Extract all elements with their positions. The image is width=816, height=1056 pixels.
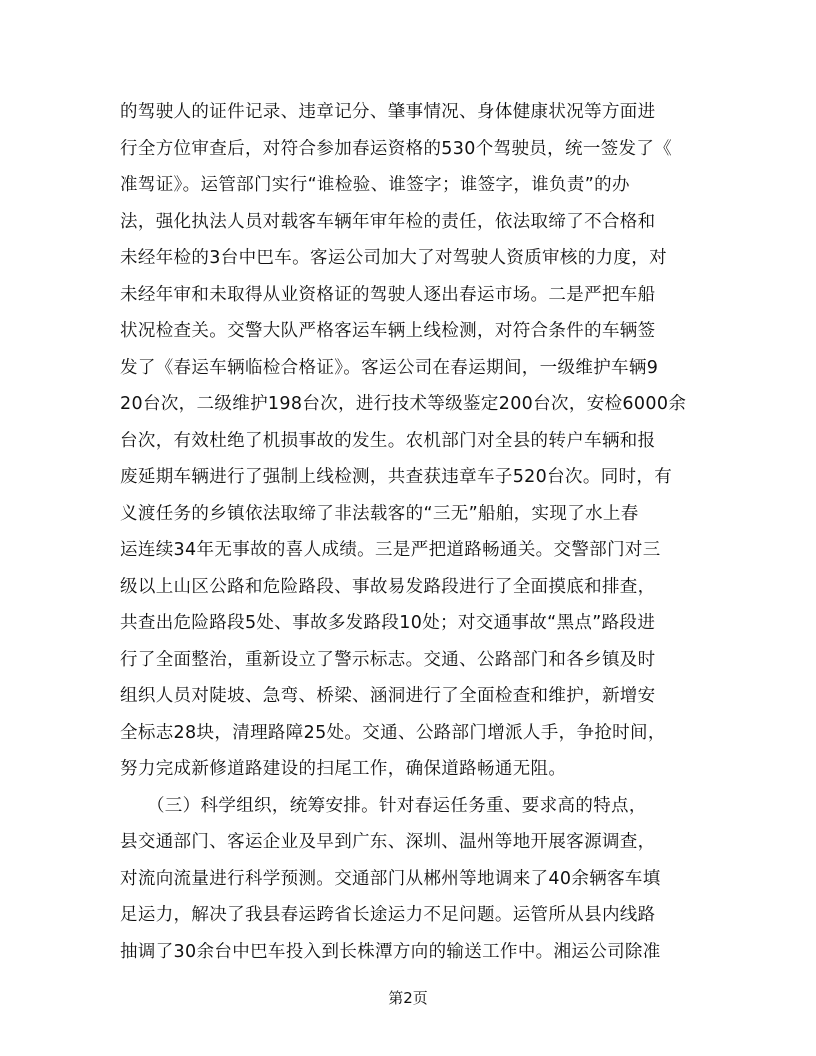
text-line: 全标志28块，清理路障25处。交通、公路部门增派人手，争抢时间， — [120, 722, 666, 743]
text-line: 20台次，二级维护198台次，进行技术等级鉴定200台次，安检6000余 — [120, 394, 687, 414]
text-line: 县交通部门、客运企业及早到广东、深圳、温州等地开展客源调查， — [120, 832, 656, 852]
text-line: 努力完成新修道路建设的扫尾工作，确保道路畅通无阻。 — [120, 759, 567, 779]
body-text — [120, 94, 700, 970]
text-line: 行全方位审查后，对符合参加春运资格的530个驾驶员，统一签发了《 — [120, 138, 673, 159]
text-line: 抽调了30余台中巴车投入到长株潭方向的输送工作中。湘运公司除准 — [120, 941, 661, 962]
text-line: 组织人员对陡坡、急弯、桥梁、涵洞进行了全面检查和维护，新增安 — [120, 686, 656, 706]
text-line: 台次，有效杜绝了机损事故的发生。农机部门对全县的转户车辆和报 — [120, 430, 656, 451]
text-line: （三）科学组织，统筹安排。针对春运任务重、要求高的特点， — [120, 795, 647, 816]
text-line: 未经年检的3台中巴车。客运公司加大了对驾驶人资质审核的力度，对 — [120, 248, 667, 268]
text-line: 发了《春运车辆临检合格证》。客运公司在春运期间，一级维护车辆9 — [120, 357, 659, 378]
text-line: 共查出危险路段5处、事故多发路段10处；对交通事故“黑点”路段进 — [120, 613, 656, 633]
text-line: 级以上山区公路和危险路段、事故易发路段进行了全面摸底和排查， — [120, 576, 656, 597]
page-number: 第2页 — [388, 989, 428, 1007]
text-line: 运连续34年无事故的喜人成绩。三是严把道路畅通关。交警部门对三 — [120, 540, 661, 560]
text-line: 义渡任务的乡镇依法取缔了非法载客的“三无”船舶，实现了水上春 — [120, 503, 639, 524]
text-line: 状况检查关。交警大队严格客运车辆上线检测，对符合条件的车辆签 — [120, 321, 656, 341]
text-line: 未经年审和未取得从业资格证的驾驶人逐出春运市场。二是严把车船 — [120, 284, 656, 305]
text-line: 废延期车辆进行了强制上线检测，共查获违章车子520台次。同时，有 — [120, 467, 673, 487]
text-line: 行了全面整治，重新设立了警示标志。交通、公路部门和各乡镇及时 — [120, 649, 656, 670]
text-line: 法，强化执法人员对载客车辆年审年检的责任，依法取缔了不合格和 — [120, 211, 656, 232]
text-line: 准驾证》。运管部门实行“谁检验、谁签字；谁签字，谁负责”的办 — [120, 175, 630, 195]
text-line: 的驾驶人的证件记录、违章记分、肇事情况、身体健康状况等方面进 — [120, 102, 656, 122]
text-line: 对流向流量进行科学预测。交通部门从郴州等地调来了40余辆客车填 — [120, 868, 661, 889]
text-line: 足运力，解决了我县春运跨省长途运力不足问题。运管所从县内线路 — [120, 905, 656, 925]
